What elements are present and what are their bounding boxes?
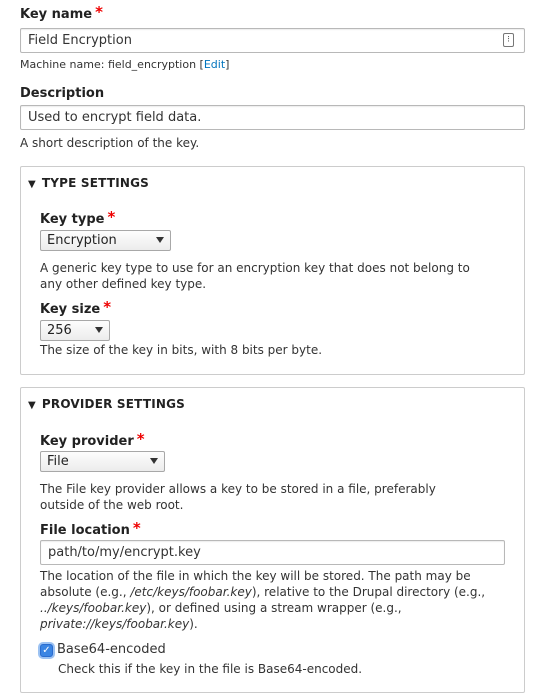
machine-name: Machine name: field_encryption [Edit] [20, 58, 230, 71]
chevron-down-icon [150, 458, 158, 464]
chevron-down-icon [156, 237, 164, 243]
base64-checkbox[interactable] [40, 644, 53, 657]
key-type-select[interactable] [40, 230, 171, 251]
base64-help: Check this if the key in the file is Base64-encoded. [58, 662, 363, 676]
autofill-key-icon[interactable]: ⁝ [503, 33, 514, 47]
required-marker: * [103, 298, 112, 316]
required-marker: * [95, 3, 103, 21]
key-type-help: A generic key type to use for an encryption key that does not belong to any other defined key type. [40, 261, 470, 291]
required-marker: * [132, 519, 141, 537]
required-marker: * [136, 430, 145, 448]
key-size-help: The size of the key in bits, with 8 bits per byte. [40, 343, 323, 357]
description-help: A short description of the key. [20, 136, 200, 150]
file-location-value: path/to/my/encrypt.key [48, 545, 201, 560]
key-provider-selected: File [47, 454, 69, 469]
chevron-down-icon [95, 327, 103, 333]
triangle-down-icon: ▼ [28, 179, 36, 190]
base64-label[interactable]: Base64-encoded [57, 642, 166, 657]
key-provider-help: The File key provider allows a key to be stored in a file, preferably outside of the web root. [40, 482, 436, 512]
key-name-value: Field Encryption [28, 33, 132, 48]
key-name-input[interactable] [20, 28, 525, 53]
description-input[interactable] [20, 105, 525, 130]
required-marker: * [107, 208, 116, 226]
machine-name-edit-link[interactable]: Edit [203, 58, 226, 71]
key-size-selected: 256 [47, 323, 72, 338]
key-size-select[interactable] [40, 320, 110, 341]
provider-settings-summary[interactable] [28, 397, 185, 411]
type-settings-legend: TYPE SETTINGS [41, 176, 150, 190]
key-type-label: Key type * [40, 208, 116, 227]
provider-settings-legend: PROVIDER SETTINGS [41, 397, 186, 411]
file-location-label: File location * [40, 519, 141, 538]
description-value: Used to encrypt field data. [28, 110, 202, 125]
type-settings-summary[interactable] [28, 176, 149, 190]
file-location-input[interactable] [40, 540, 505, 565]
key-type-selected: Encryption [47, 233, 117, 248]
file-location-help: The location of the file in which the key will be stored. The path may be absolute (e.g., /etc/keys/foobar.key), relative to the Drupal directory (e.g., ../keys/foobar.key), or defined using a stream wrapper (e.g., private://keys/foobar.key). [40, 569, 486, 631]
key-provider-label: Key provider * [40, 430, 145, 449]
triangle-down-icon: ▼ [28, 400, 36, 411]
key-name-label: Key name * [20, 3, 103, 22]
key-size-label: Key size * [40, 298, 112, 317]
description-label: Description [20, 86, 105, 101]
key-provider-select[interactable] [40, 451, 165, 472]
checkmark-icon: ✓ [42, 645, 51, 656]
